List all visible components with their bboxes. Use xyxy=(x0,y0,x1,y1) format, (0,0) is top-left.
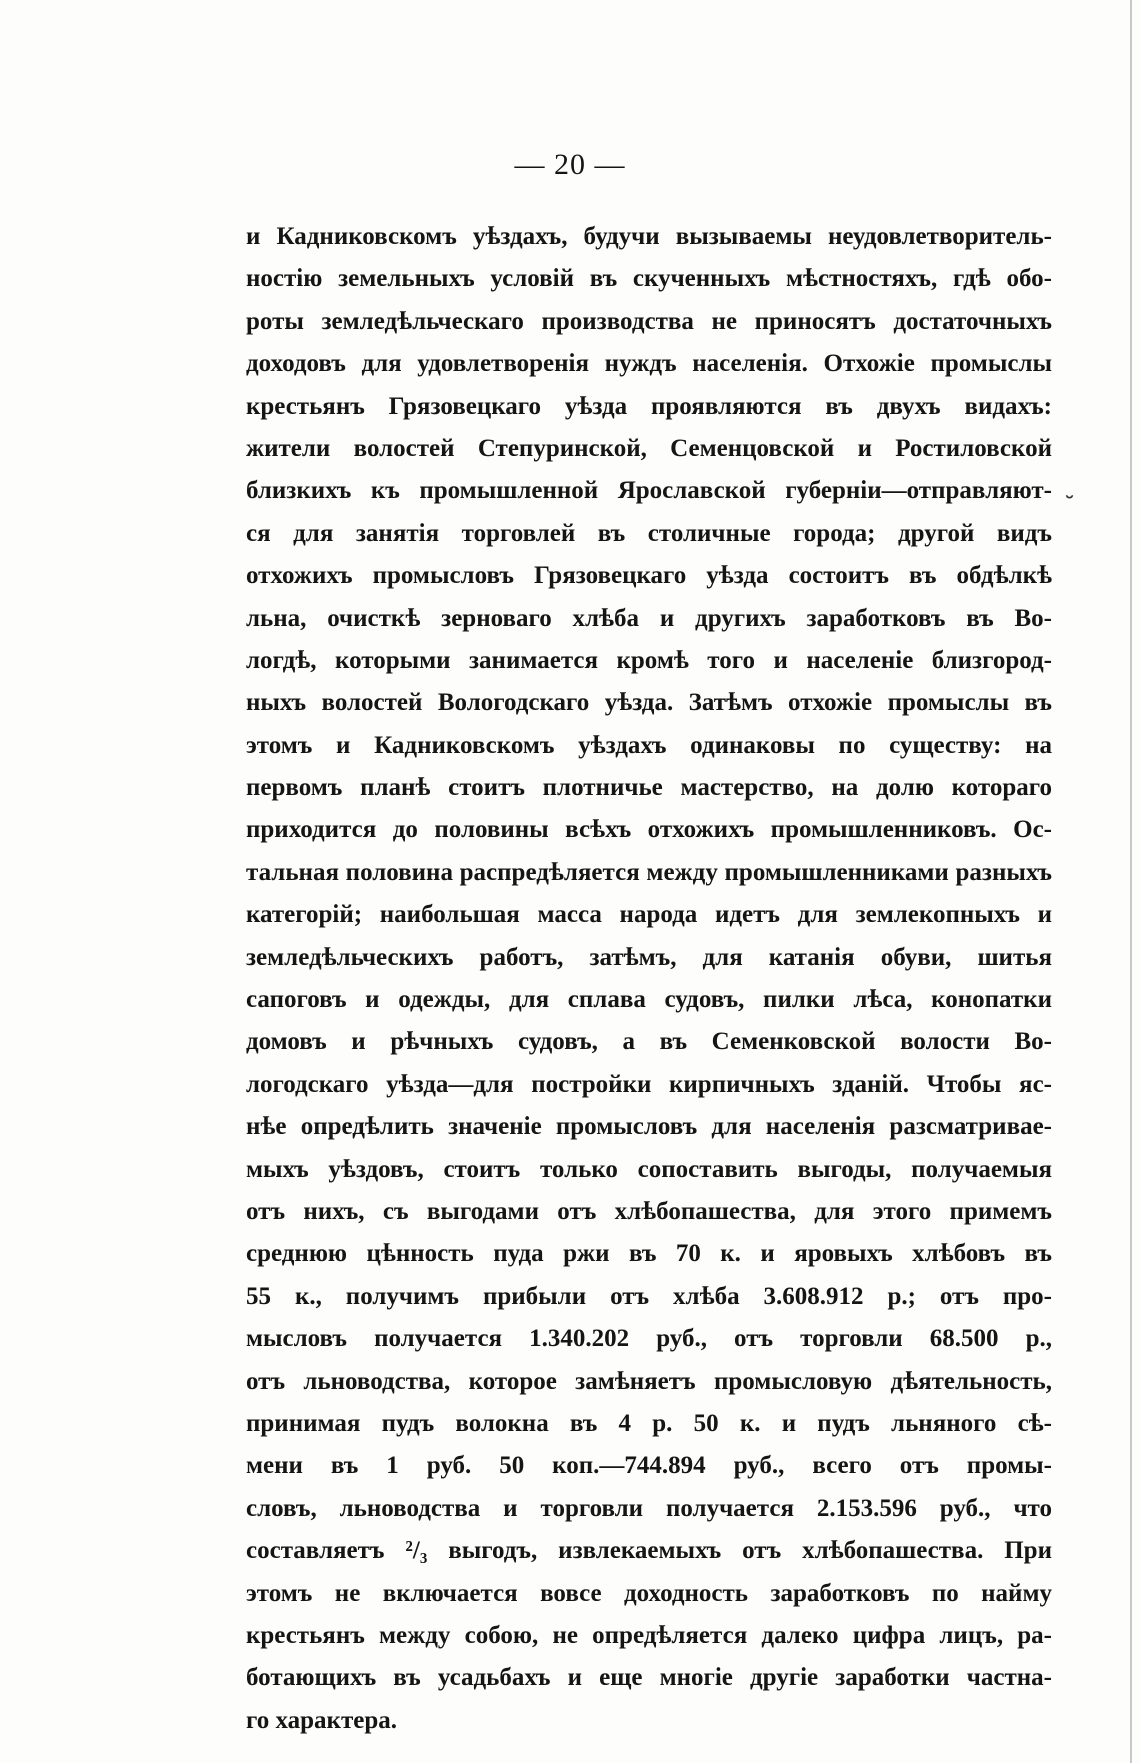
text-line: принимая пудъ волокна въ 4 р. 50 к. и пудъ льняного сѣ- xyxy=(246,1409,1052,1437)
text-line: близкихъ къ промышленной Ярославской губерніи—отправляют- xyxy=(246,477,1052,505)
text-line: ботающихъ въ усадьбахъ и еще многіе другіе заработки частна- xyxy=(246,1664,1052,1692)
text-line: роты земледѣльческаго производства не приносятъ достаточныхъ xyxy=(246,307,1052,335)
margin-mark: ˘ xyxy=(1064,494,1075,519)
text-line: домовъ и рѣчныхъ судовъ, а въ Семенковской волости Во- xyxy=(246,1028,1052,1056)
text-line: первомъ планѣ стоитъ плотничье мастерство, на долю котораго xyxy=(246,774,1052,802)
text-line: нѣе опредѣлить значеніе промысловъ для населенія разсматривае- xyxy=(246,1113,1052,1141)
text-line: отъ нихъ, съ выгодами отъ хлѣбопашества, для этого примемъ xyxy=(246,1197,1052,1225)
text-line: словъ, льноводства и торговли получается 2.153.596 руб., что xyxy=(246,1494,1052,1522)
text-line: этомъ и Кадниковскомъ уѣздахъ одинаковы по существу: на xyxy=(246,731,1052,759)
page-edge-rule xyxy=(1130,0,1132,1763)
text-line: приходится до половины всѣхъ отхожихъ промышленниковъ. Ос- xyxy=(246,816,1052,844)
body-paragraph xyxy=(246,216,1052,1742)
text-line: среднюю цѣнность пуда ржи въ 70 к. и яровыхъ хлѣбовъ въ xyxy=(246,1240,1052,1268)
text-line: тальная половина распредѣляется между промышленниками разныхъ xyxy=(246,858,1052,886)
text-line: доходовъ для удовлетворенія нуждъ населенія. Отхожіе промыслы xyxy=(246,350,1052,378)
text-line: и Кадниковскомъ уѣздахъ, будучи вызываемы неудовлетворитель- xyxy=(246,223,1052,250)
text-line: мысловъ получается 1.340.202 руб., отъ торговли 68.500 р., xyxy=(246,1325,1052,1353)
text-line: категорій; наибольшая масса народа идетъ для землекопныхъ и xyxy=(246,901,1052,929)
text-line: ныхъ волостей Вологодскаго уѣзда. Затѣмъ отхожіе промыслы въ xyxy=(246,689,1052,717)
text-line: составляетъ ²/₃ выгодъ, извлекаемыхъ отъ хлѣбопашества. При xyxy=(246,1537,1052,1565)
text-line: мени въ 1 руб. 50 коп.—744.894 руб., всего отъ промы- xyxy=(246,1452,1052,1480)
text-line: логдѣ, которыми занимается кромѣ того и населеніе близгород- xyxy=(246,646,1052,674)
text-line: этомъ не включается вовсе доходность заработковъ по найму xyxy=(246,1579,1052,1607)
text-line: сапоговъ и одежды, для сплава судовъ, пилки лѣса, конопатки xyxy=(246,986,1052,1014)
text-line: земледѣльческихъ работъ, затѣмъ, для катанія обуви, шитья xyxy=(246,943,1052,971)
text-line: мыхъ уѣздовъ, стоитъ только сопоставить выгоды, получаемыя xyxy=(246,1155,1052,1183)
text-line: 55 к., получимъ прибыли отъ хлѣба 3.608.912 р.; отъ про- xyxy=(246,1282,1052,1310)
text-line: го характера. xyxy=(246,1706,397,1734)
text-line: ся для занятія торговлей въ столичные города; другой видъ xyxy=(246,519,1052,547)
text-line: крестьянъ Грязовецкаго уѣзда проявляются въ двухъ видахъ: xyxy=(246,392,1052,420)
text-line: крестьянъ между собою, не опредѣляется далеко цифра лицъ, ра- xyxy=(246,1621,1052,1649)
page-number: — 20 — xyxy=(514,148,626,181)
text-line: льна, очисткѣ зерноваго хлѣба и другихъ заработковъ въ Во- xyxy=(246,604,1052,632)
text-line: отхожихъ промысловъ Грязовецкаго уѣзда состоитъ въ обдѣлкѣ xyxy=(246,562,1052,590)
text-line: жители волостей Степуринской, Семенцовской и Ростиловской xyxy=(246,434,1052,462)
text-line: ностію земельныхъ условій въ скученныхъ мѣстностяхъ, гдѣ обо- xyxy=(246,265,1052,293)
text-line: отъ льноводства, которое замѣняетъ промысловую дѣятельность, xyxy=(246,1367,1052,1395)
text-line: логодскаго уѣзда—для постройки кирпичныхъ зданій. Чтобы яс- xyxy=(246,1070,1052,1098)
